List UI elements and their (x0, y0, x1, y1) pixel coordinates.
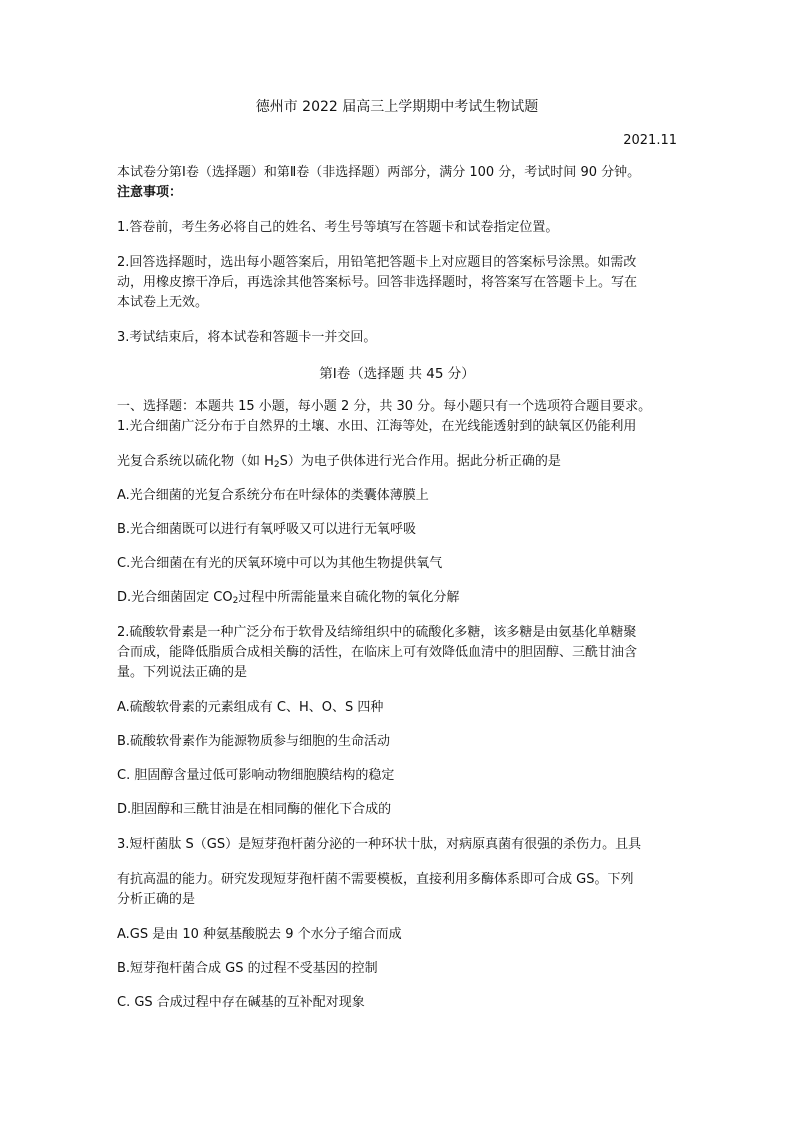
notice-item-2-line-2: 动，用橡皮擦干净后，再选涂其他答案标号。回答非选择题时，将答案写在答题卡上。写在 (117, 275, 638, 290)
q1-option-d: D.光合细菌固定 $CO_2$过程中所需能量来自硫化物的氧化分解 (117, 590, 460, 606)
q2-option-a: A.硫酸软骨素的元素组成有 C、H、O、S 四种 (117, 700, 384, 715)
q3-stem-line-3: 分析正确的是 (117, 892, 196, 907)
q1-stem-line-2: 光复合系统以硫化物（如 $H_2S$）为电子供体进行光合作用。据此分析正确的是 (117, 454, 561, 470)
q3-option-b: B.短芽孢杆菌合成 GS 的过程不受基因的控制 (117, 961, 378, 976)
q2-stem-line-1: 2.硫酸软骨素是一种广泛分布于软骨及结缔组织中的硫酸化多糖，该多糖是由氨基化单糖聚 (117, 625, 637, 640)
q2-option-c: C. 胆固醇含量过低可影响动物细胞膜结构的稳定 (117, 768, 395, 783)
exam-title: 德州市 2022 届高三上学期期中考试生物试题 (255, 99, 539, 115)
section-title: 第Ⅰ卷（选择题 共 45 分） (319, 366, 475, 382)
q3-stem-line-1: 3.短杆菌肽 S（GS）是短芽孢杆菌分泌的一种环状十肽，对病原真菌有很强的杀伤力。且具 (117, 837, 642, 852)
part1-instruction: 一、选择题：本题共 15 小题，每小题 2 分，共 30 分。每小题只有一个选项符合题目要求。 (117, 399, 652, 414)
intro-text: 本试卷分第Ⅰ卷（选择题）和第Ⅱ卷（非选择题）两部分，满分 100 分，考试时间 90 分钟。 (117, 165, 641, 180)
q1-option-c: C.光合细菌在有光的厌氧环境中可以为其他生物提供氧气 (117, 556, 443, 571)
notice-item-2-line-1: 2.回答选择题时，选出每小题答案后，用铅笔把答题卡上对应题目的答案标号涂黑。如需改 (117, 255, 637, 270)
notice-item-1: 1.答卷前，考生务必将自己的姓名、考生号等填写在答题卡和试卷指定位置。 (117, 220, 559, 235)
q2-stem-line-3: 量。下列说法正确的是 (117, 665, 248, 680)
notice-heading: 注意事项： (117, 185, 183, 200)
notice-item-3: 3.考试结束后，将本试卷和答题卡一并交回。 (117, 330, 377, 345)
q3-option-c: C. GS 合成过程中存在碱基的互补配对现象 (117, 995, 365, 1010)
q3-option-a: A.GS 是由 10 种氨基酸脱去 9 个水分子缩合而成 (117, 927, 402, 942)
q3-stem-line-2: 有抗高温的能力。研究发现短芽孢杆菌不需要模板，直接利用多酶体系即可合成 GS。下列 (117, 872, 634, 887)
q2-stem-line-2: 合而成，能降低脂质合成相关酶的活性，在临床上可有效降低血清中的胆固醇、三酰甘油含 (117, 645, 638, 660)
q1-option-a: A.光合细菌的光复合系统分布在叶绿体的类囊体薄膜上 (117, 488, 429, 503)
q2-option-d: D.胆固醇和三酰甘油是在相同酶的催化下合成的 (117, 802, 392, 817)
notice-item-2-line-3: 本试卷上无效。 (117, 295, 209, 310)
q2-option-b: B.硫酸软骨素作为能源物质参与细胞的生命活动 (117, 734, 391, 749)
exam-date: 2021.11 (623, 133, 677, 148)
q1-option-b: B.光合细菌既可以进行有氧呼吸又可以进行无氧呼吸 (117, 522, 417, 537)
q1-stem-line-1: 1.光合细菌广泛分布于自然界的土壤、水田、江海等处，在光线能透射到的缺氧区仍能利用 (117, 419, 637, 434)
